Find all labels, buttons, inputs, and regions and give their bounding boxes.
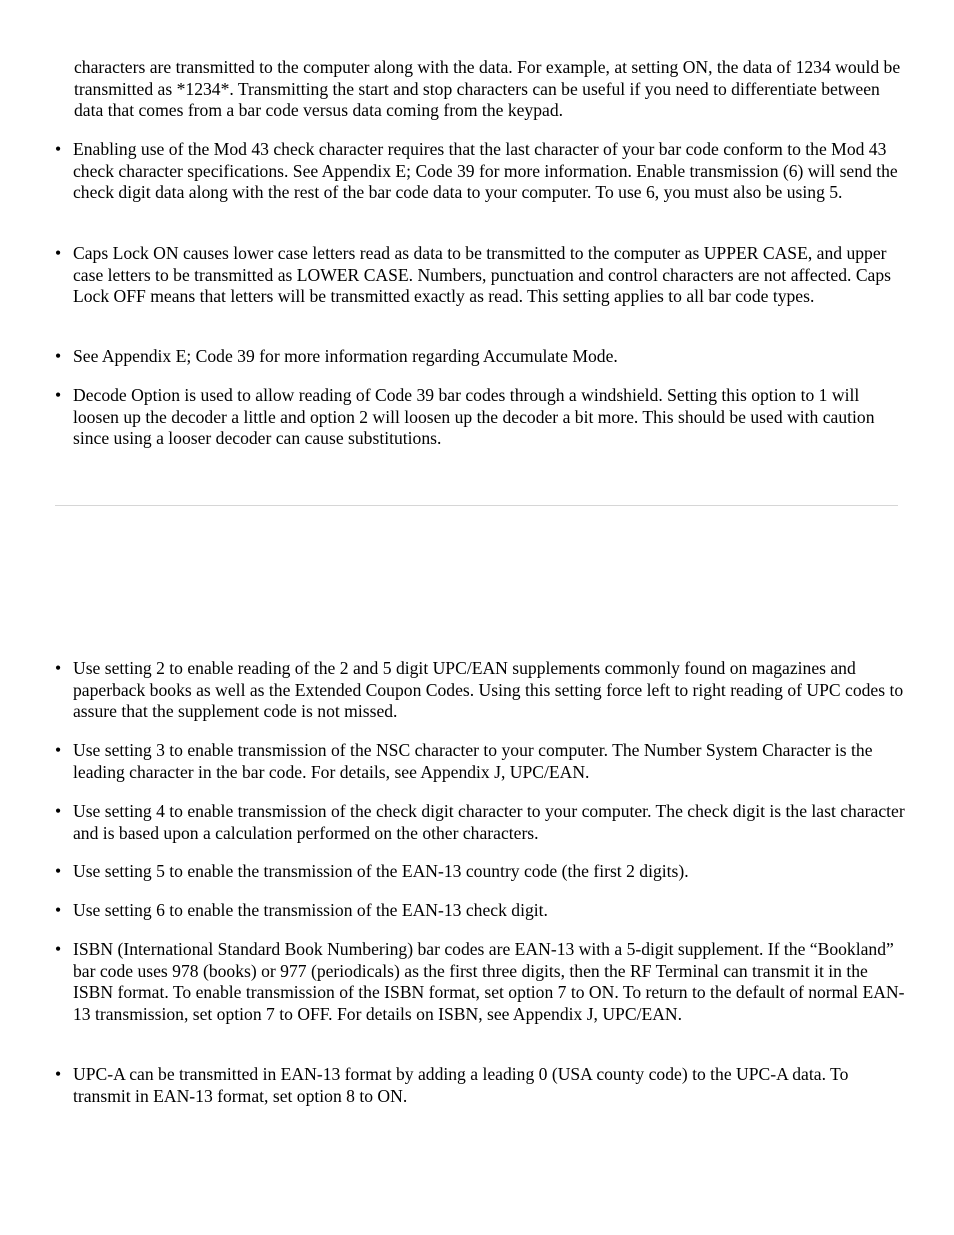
bullet: • [55, 1064, 62, 1084]
bullet: • [55, 658, 62, 678]
list-item-text: Use setting 3 to enable transmission of the NSC character to your computer. The Number System Character is the leading character in the bar code. For details, see Appendix J, UPC/EAN. [73, 740, 873, 782]
list-item-text: Use setting 2 to enable reading of the 2 and 5 digit UPC/EAN supplements commonly found on magazines and paperback books as well as the Extended Coupon Codes. Using this setting force left to right reading of UPC codes to assure that the supplement code is not missed. [73, 658, 904, 721]
list-item-decode-option [55, 385, 905, 450]
list-item-ean13-check-digit [55, 900, 905, 922]
bullet: • [55, 139, 62, 159]
list-item-mod43 [55, 139, 905, 204]
list-item-text: ISBN (International Standard Book Numbering) bar codes are EAN-13 with a 5-digit supplement. If the “Bookland” bar code uses 978 (books) or 977 (periodicals) as the first three digits, then the RF Terminal can transmit it in the ISBN format. To enable transmission of the ISBN format, set option 7 to ON. To return to the default of normal EAN-13 transmission, set option 7 to OFF. For details on ISBN, see Appendix J, UPC/EAN. [73, 939, 905, 1024]
list-item-accumulate-mode [55, 346, 905, 368]
list-item-check-digit [55, 801, 905, 844]
list-item-text: Enabling use of the Mod 43 check character requires that the last character of your bar code conform to the Mod 43 check character specifications. See Appendix E; Code 39 for more information. Enable transmission (6) will send the check digit data along with the rest of the bar code data to your computer. To use 6, you must also be using 5. [73, 139, 898, 202]
continuation-paragraph: characters are transmitted to the computer along with the data. For example, at setting ON, the data of 1234 would be transmitted as *1234*. Transmitting the start and stop characters can be useful if you need to differentiate between data that comes from a bar code versus data coming from the keypad. [74, 57, 901, 120]
list-item-text: Caps Lock ON causes lower case letters read as data to be transmitted to the computer as UPPER CASE, and upper case letters to be transmitted as LOWER CASE. Numbers, punctuation and control characters are not affected. Caps Lock OFF means that letters will be transmitted exactly as read. This setting applies to all bar code types. [73, 243, 892, 306]
list-item-nsc [55, 740, 905, 783]
bullet: • [55, 346, 62, 366]
list-item-text: See Appendix E; Code 39 for more information regarding Accumulate Mode. [73, 346, 618, 366]
list-item-caps-lock [55, 243, 905, 308]
list-item-country-code [55, 861, 905, 883]
bullet: • [55, 243, 62, 263]
bullet: • [55, 801, 62, 821]
list-item-text: Decode Option is used to allow reading of Code 39 bar codes through a windshield. Setting this option to 1 will loosen up the decoder a little and option 2 will loosen up the decoder a bit more. This should be used with caution since using a looser decoder can cause substitutions. [73, 385, 875, 448]
section-divider [55, 505, 898, 506]
bullet: • [55, 385, 62, 405]
list-item-supplements [55, 658, 905, 723]
list-item-isbn [55, 939, 905, 1025]
bullet: • [55, 861, 62, 881]
list-item-text: Use setting 6 to enable the transmission of the EAN-13 check digit. [73, 900, 548, 920]
bullet: • [55, 900, 62, 920]
bullet: • [55, 939, 62, 959]
list-item-text: Use setting 5 to enable the transmission of the EAN-13 country code (the first 2 digits). [73, 861, 689, 881]
bullet: • [55, 740, 62, 760]
list-item-text: Use setting 4 to enable transmission of the check digit character to your computer. The check digit is the last character and is based upon a calculation performed on the other characters. [73, 801, 905, 843]
list-item-upca-ean13 [55, 1064, 905, 1107]
list-item-text: UPC-A can be transmitted in EAN-13 format by adding a leading 0 (USA county code) to the UPC-A data. To transmit in EAN-13 format, set option 8 to ON. [73, 1064, 849, 1106]
